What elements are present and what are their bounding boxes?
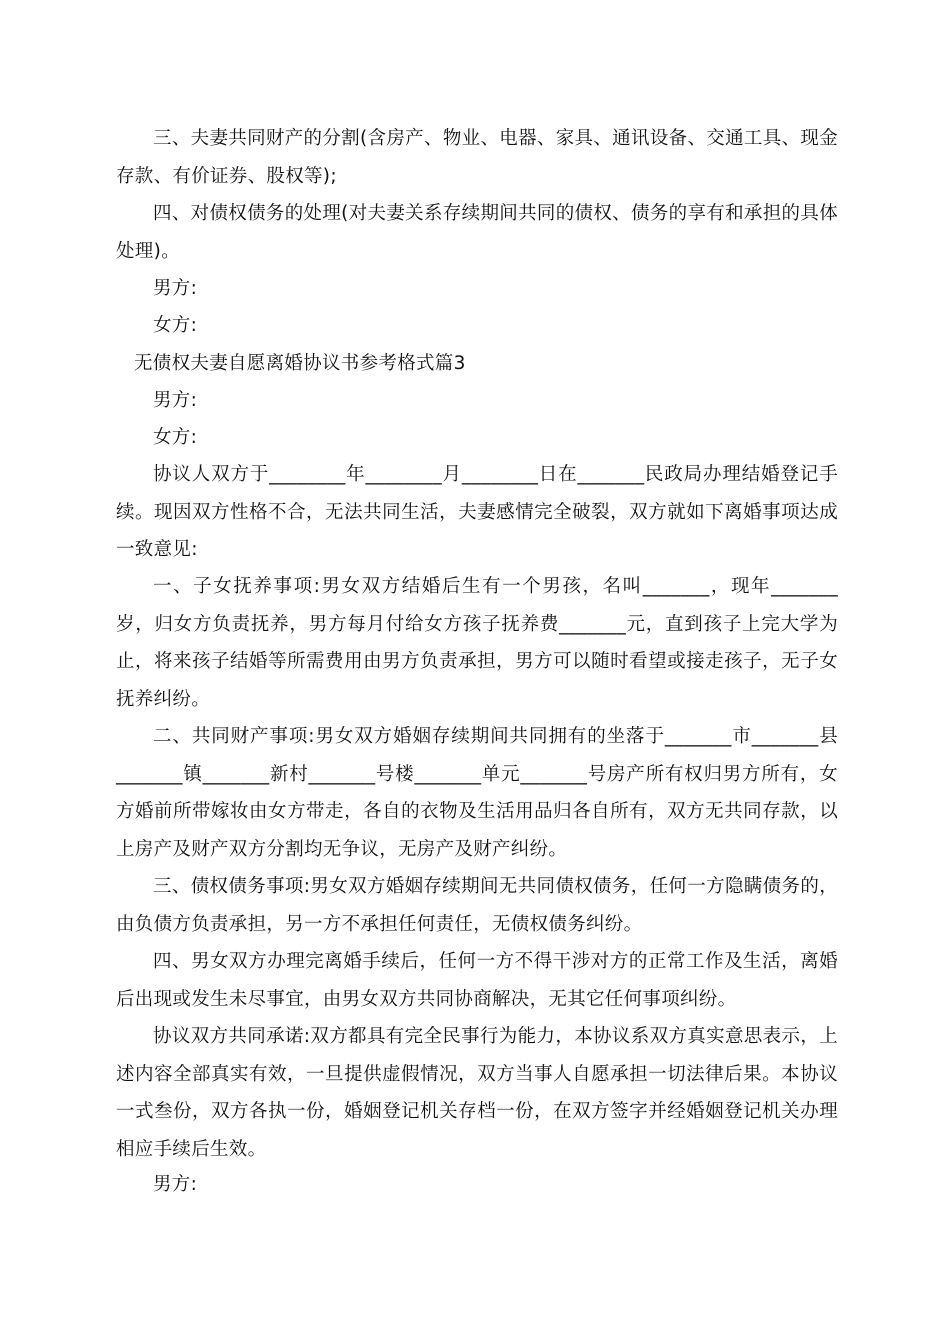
paragraph-after-divorce: 四、男女双方办理完离婚手续后，任何一方不得干涉对方的正常工作及生活，离婚后出现或发生未尽事宜，由男女双方共同协商解决，无其它任何事项纠纷。 (116, 951, 838, 1010)
paragraph-child-custody: 一、子女抚养事项:男女双方结婚后生有一个男孩，名叫_______，现年_______岁，归女方负责抚养，男方每月付给女方孩子抚养费_______元，直到孩子上完大学为止，将来孩子结婚等所需费用由男方负责承担，男方可以随时看望或接走孩子，无子女抚养纠纷。 (116, 576, 838, 710)
paragraph-debts: 三、债权债务事项:男女双方婚姻存续期间无共同债权债务，任何一方隐瞒债务的，由负债方负责承担，另一方不承担任何责任，无债权债务纠纷。 (116, 876, 838, 935)
male-party-label-3: 男方: (153, 1174, 198, 1195)
paragraph-agreement-intro: 协议人双方于________年________月________日在_______民政局办理结婚登记手续。现因双方性格不合，无法共同生活，夫妻感情完全破裂，双方就如下离婚事项达成一致意见: (116, 464, 838, 560)
male-party-label: 男方: (153, 278, 198, 299)
female-party-label-2: 女方: (153, 427, 198, 448)
paragraph-property-division: 三、夫妻共同财产的分割(含房产、物业、电器、家具、通讯设备、交通工具、现金存款、有价证券、股权等); (116, 128, 838, 187)
male-party-label-2: 男方: (153, 390, 198, 411)
paragraph-joint-property: 二、共同财产事项:男女双方婚姻存续期间共同拥有的坐落于_______市_______县_______镇_______新村_______号楼_______单元_______号房产所有权归男方所有，女方婚前所带嫁妆由女方带走，各自的衣物及生活用品归各自所有，双方无共同存款，以上房产及财产双方分割均无争议，无房产及财产纠纷。 (116, 726, 838, 860)
paragraph-debt-handling: 四、对债权债务的处理(对夫妻关系存续期间共同的债权、债务的享有和承担的具体处理)。 (116, 203, 838, 262)
female-party-label: 女方: (153, 315, 198, 336)
paragraph-joint-commitment: 协议双方共同承诺:双方都具有完全民事行为能力，本协议系双方真实意思表示，上述内容全部真实有效，一旦提供虚假情况，双方当事人自愿承担一切法律后果。本协议一式叁份，双方各执一份，婚姻登记机关存档一份，在双方签字并经婚姻登记机关办理相应手续后生效。 (116, 1026, 838, 1160)
section-title: 无债权夫妻自愿离婚协议书参考格式篇3 (134, 353, 466, 374)
